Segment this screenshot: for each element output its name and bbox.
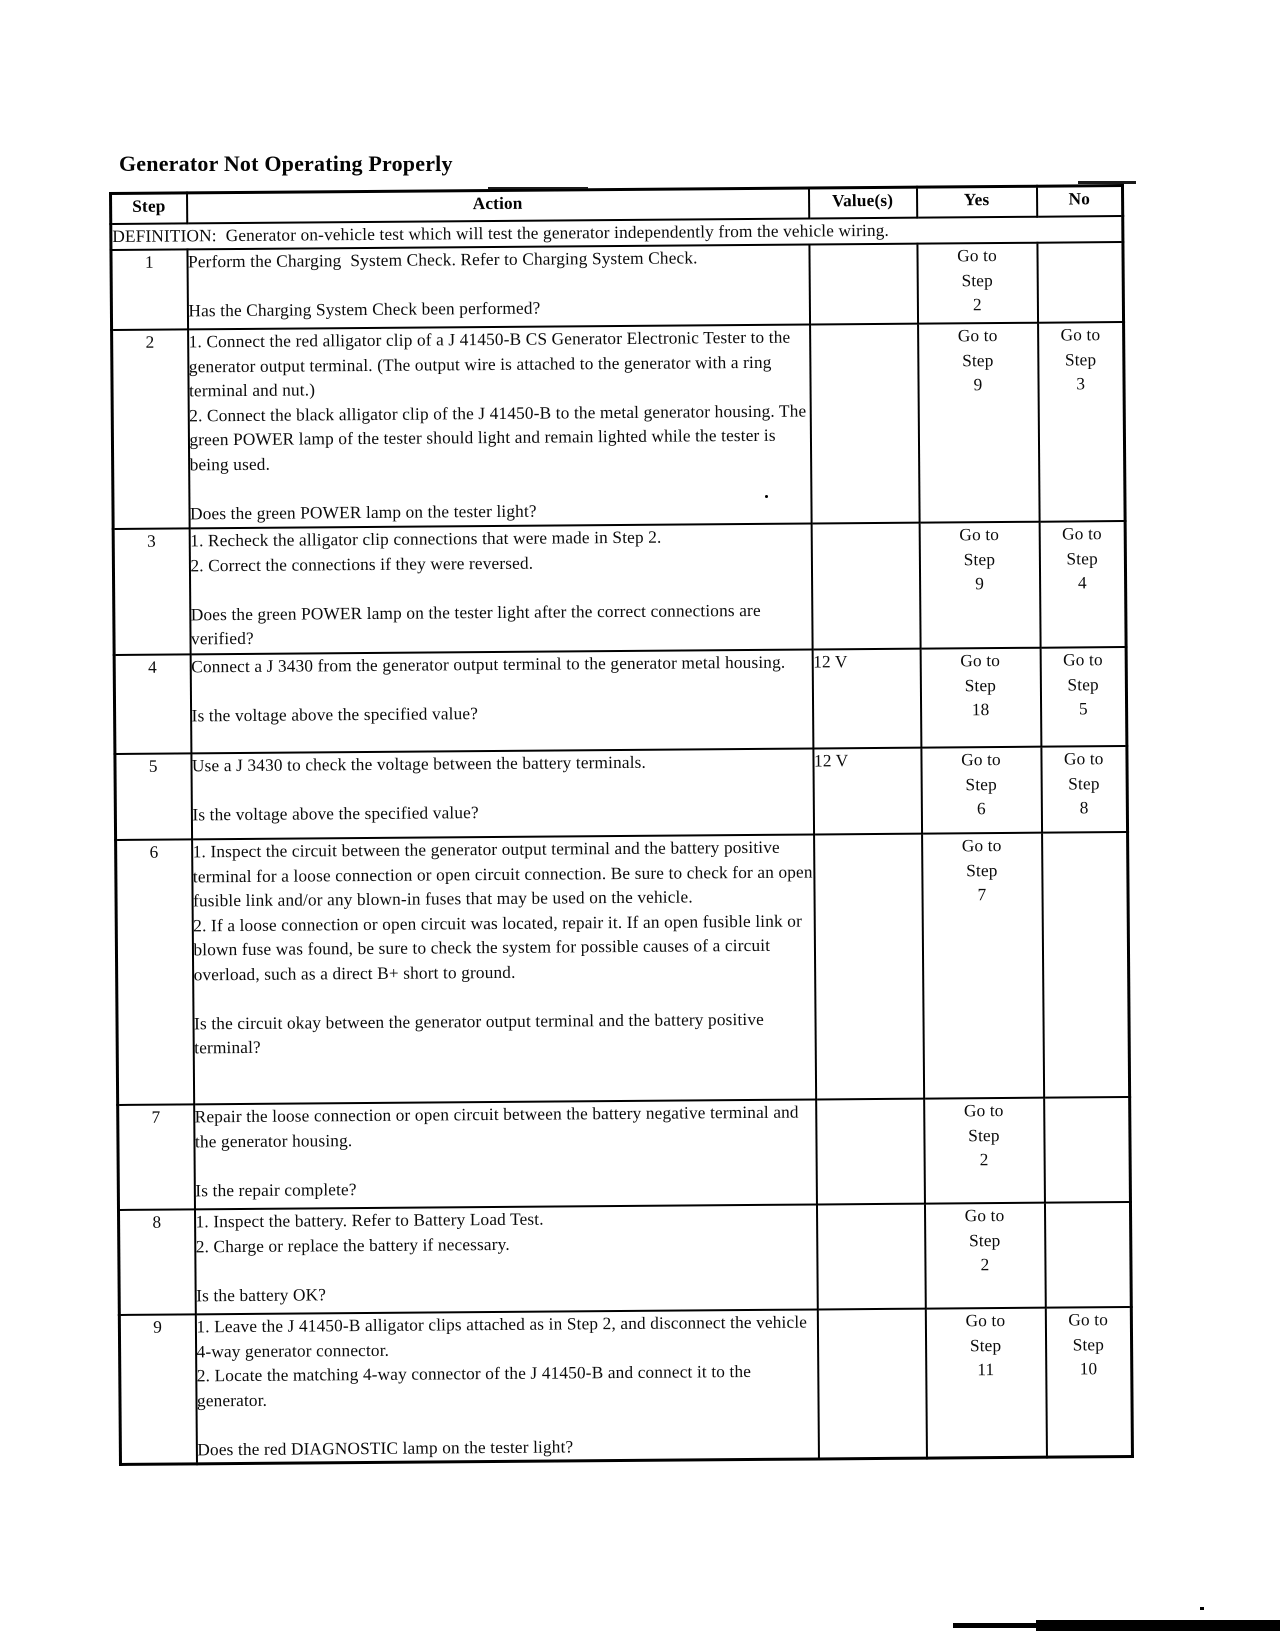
- yes-cell: Go to Step 6: [921, 747, 1042, 834]
- table-row: [118, 1097, 1131, 1210]
- troubleshooting-table: [109, 184, 1134, 1466]
- table-row: [118, 1202, 1131, 1315]
- value-cell: [814, 834, 924, 1100]
- value-cell: 12 V: [813, 748, 922, 835]
- definition-text: DEFINITION: Generator on-vehicle test which will test the generator independently from the vehicle wiring.: [111, 216, 1123, 250]
- table-row: [116, 832, 1130, 1105]
- step-number-cell: 4: [114, 654, 191, 754]
- action-cell: Repair the loose connection or open circuit between the battery negative terminal and the generator housing. Is the repair complete?: [194, 1099, 817, 1209]
- step-number-cell: 5: [115, 753, 192, 840]
- header-no: No: [1036, 186, 1122, 217]
- no-cell: [1044, 1097, 1131, 1203]
- action-cell: 1. Connect the red alligator clip of a J 41450-B CS Generator Electronic Tester to the generator output terminal. (The output wire is attached to the generator with a ring terminal and nut.) 2. Connect the black alligator clip of the J 41450-B to the metal generator housing. The green POWER lamp of the tester should light and remain lighted while the tester is being used. Does the green POWER lamp on the tester light?: [188, 325, 812, 529]
- scan-artifact-bottom-bar-thick: [1036, 1620, 1280, 1631]
- action-cell: Use a J 3430 to check the voltage between the battery terminals. Is the voltage above the specified value?: [191, 748, 814, 839]
- value-cell: 12 V: [812, 649, 921, 749]
- step-number-cell: 7: [118, 1104, 195, 1210]
- scan-artifact-bottom-bar-thin: [953, 1623, 1039, 1628]
- table-row: [119, 1307, 1132, 1464]
- scan-artifact-top-dash-2: [1078, 181, 1136, 184]
- step-number-cell: 1: [111, 249, 188, 330]
- table-row: [113, 521, 1126, 655]
- no-cell: [1037, 242, 1124, 323]
- action-cell: Perform the Charging System Check. Refer to Charging System Check. Has the Charging System Check been performed?: [187, 245, 810, 330]
- no-cell: [1042, 832, 1130, 1098]
- table-body: [111, 242, 1133, 1464]
- table-row: [111, 242, 1124, 330]
- value-cell: [817, 1309, 926, 1459]
- yes-cell: Go to Step 11: [925, 1308, 1046, 1458]
- table-row: [114, 647, 1127, 754]
- step-number-cell: 9: [119, 1314, 196, 1464]
- yes-cell: Go to Step 18: [920, 648, 1041, 748]
- page-title: Generator Not Operating Properly: [119, 150, 453, 176]
- header-yes: Yes: [916, 186, 1036, 217]
- no-cell: Go to Step 5: [1040, 647, 1127, 747]
- value-cell: [816, 1099, 925, 1205]
- scan-artifact-speck: [1200, 1607, 1204, 1610]
- yes-cell: Go to Step 7: [922, 833, 1044, 1099]
- yes-cell: Go to Step 2: [917, 243, 1038, 324]
- table-row: [112, 322, 1126, 529]
- troubleshooting-table-wrapper: [109, 184, 1134, 1466]
- no-cell: Go to Step 8: [1041, 746, 1128, 833]
- yes-cell: Go to Step 9: [918, 323, 1040, 523]
- action-cell: 1. Inspect the battery. Refer to Battery Load Test. 2. Charge or replace the battery if necessary. Is the battery OK?: [194, 1204, 817, 1314]
- action-cell: 1. Leave the J 41450-B alligator clips attached as in Step 2, and disconnect the vehicle 4-way generator connector. 2. Locate the matching 4-way connector of the J 41450-B and connect it to the generator. Does the red DIAGNOSTIC lamp on the tester light?: [195, 1309, 818, 1463]
- no-cell: [1044, 1202, 1131, 1308]
- value-cell: [809, 244, 918, 325]
- header-values: Value(s): [808, 187, 916, 218]
- table-row: [115, 746, 1128, 840]
- step-number-cell: 3: [113, 528, 190, 655]
- no-cell: Go to Step 10: [1045, 1307, 1132, 1457]
- yes-cell: Go to Step 2: [924, 1098, 1045, 1204]
- value-cell: [816, 1204, 925, 1310]
- step-number-cell: 6: [116, 839, 194, 1105]
- action-cell: Connect a J 3430 from the generator output terminal to the generator metal housing. Is the voltage above the specified value?: [190, 649, 813, 753]
- no-cell: Go to Step 4: [1039, 521, 1126, 648]
- action-cell: 1. Inspect the circuit between the generator output terminal and the battery positive terminal for a loose connection or open circuit connection. Be sure to check for an open fusible link and/or any blown-in fuses that may be used on the vehicle. 2. If a loose connection or open circuit was located, repair it. If an open fusible link or blown fuse was found, be sure to check the system for possible causes of a circuit overload, such as a direct B+ short to ground. Is the circuit okay between the generator output terminal and the battery positive terminal?: [192, 834, 816, 1104]
- value-cell: [810, 324, 920, 524]
- scan-artifact-dot: [765, 495, 768, 498]
- header-action: Action: [187, 188, 809, 223]
- action-cell: 1. Recheck the alligator clip connections that were made in Step 2. 2. Correct the connections if they were reversed. Does the green POWER lamp on the tester light after the correct connections are verified?: [189, 523, 812, 654]
- yes-cell: Go to Step 9: [919, 522, 1040, 649]
- scan-artifact-top-dash-1: [488, 187, 588, 189]
- header-step: Step: [111, 193, 187, 224]
- no-cell: Go to Step 3: [1038, 322, 1126, 522]
- yes-cell: Go to Step 2: [924, 1203, 1045, 1309]
- value-cell: [811, 523, 920, 650]
- step-number-cell: 2: [112, 329, 190, 529]
- step-number-cell: 8: [118, 1209, 195, 1315]
